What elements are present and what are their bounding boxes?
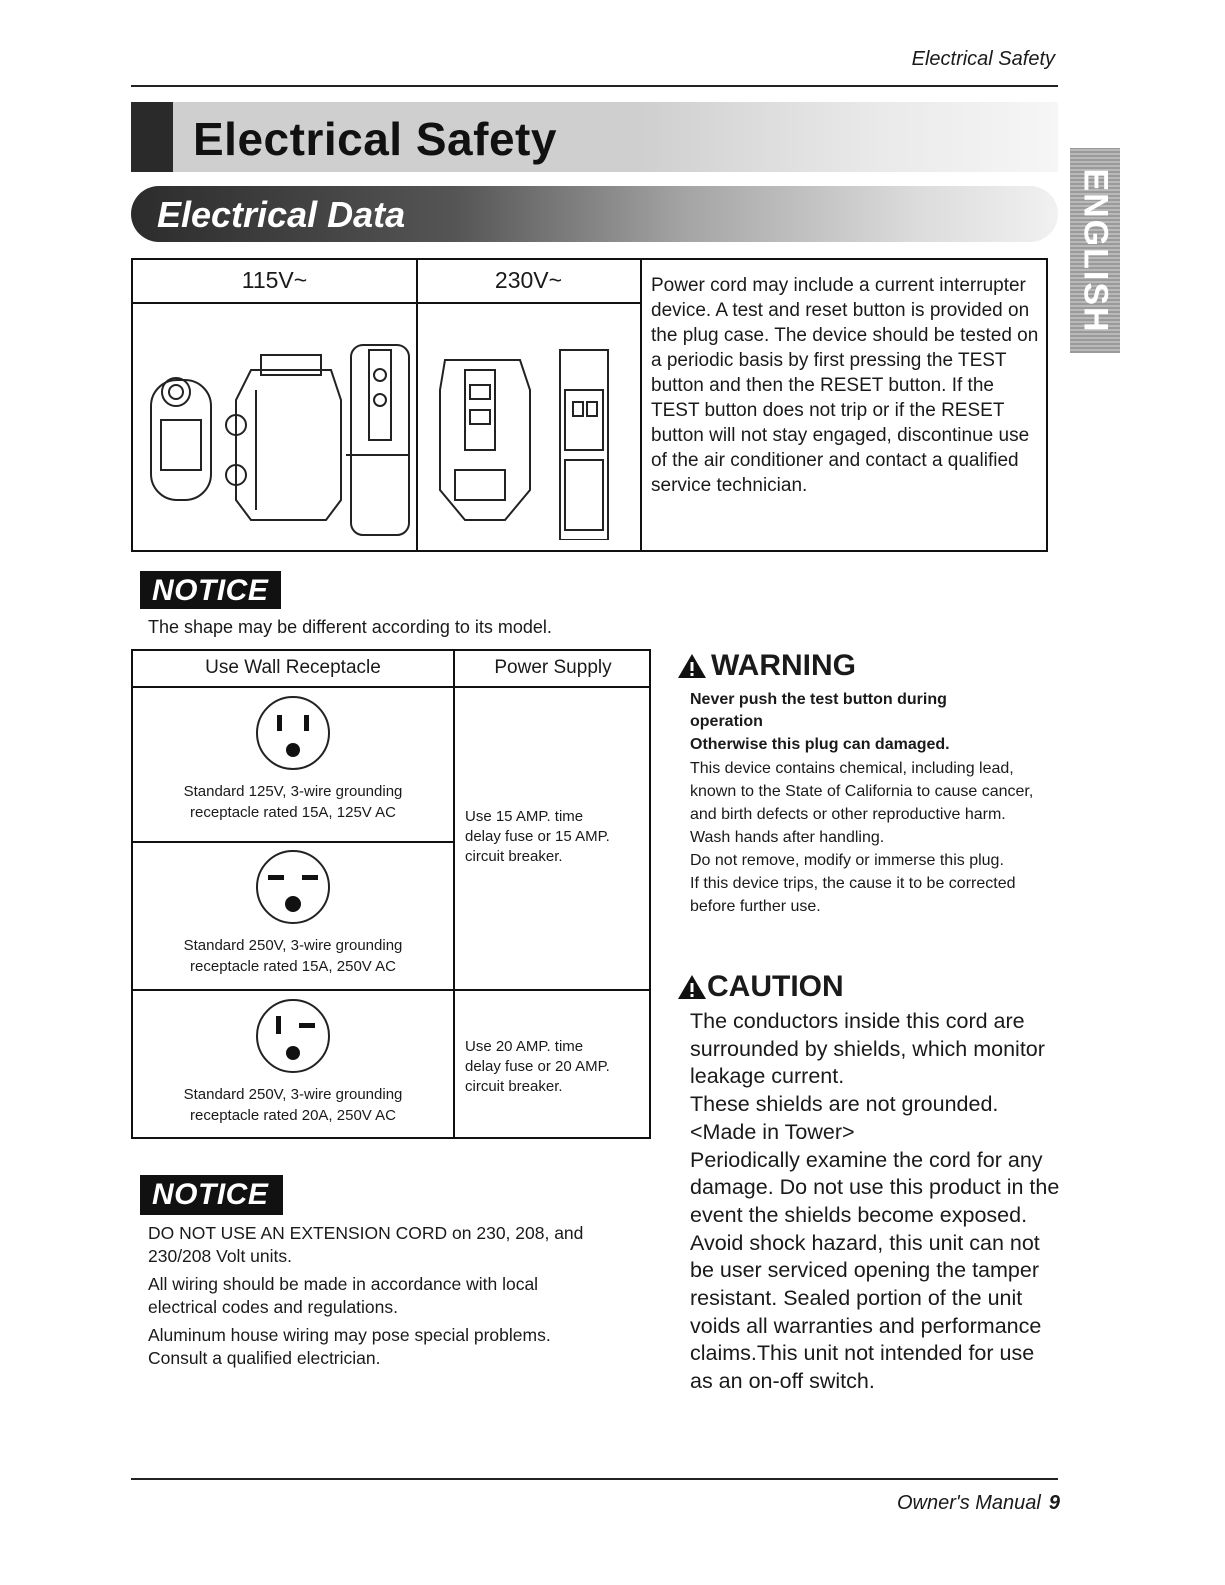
notice-badge: NOTICE <box>140 1175 283 1215</box>
gfci-description: Power cord may include a current interrupter device. A test and reset button is provided on the plug case. The device should be tested on a periodic basis by first pressing the TEST button and then the RESET button. If the TEST button does not trip or if the RESET button will not stay engaged, discontinue use of the air conditioner and contact a qualified service technician. <box>651 275 1039 496</box>
table-divider <box>133 686 649 688</box>
warning-body: This device contains chemical, including lead, known to the State of California to cause cancer, and birth defects or other reproductive harm. Wash hands after handling. Do not remove, modify or immerse this plug. If this device trips, the cause it to be corrected before further use. <box>690 760 1034 915</box>
subtitle-band <box>131 186 1058 242</box>
language-tab <box>1070 148 1120 353</box>
caution-triangle-icon <box>677 973 707 1001</box>
power-supply-15a: Use 15 AMP. time delay fuse or 15 AMP. circuit breaker. <box>465 808 610 865</box>
header-rule <box>131 85 1058 87</box>
title-mark <box>131 102 173 172</box>
notice-badge: NOTICE <box>140 571 281 609</box>
receptacle-3-label: Standard 250V, 3-wire grounding receptacle rated 20A, 250V AC <box>183 1086 403 1124</box>
table-divider <box>453 651 455 1137</box>
running-head: Electrical Safety <box>911 48 1055 70</box>
notice-text: The shape may be different according to its model. <box>148 617 552 637</box>
electrical-data-table <box>131 258 1048 552</box>
receptacle-table <box>131 649 651 1139</box>
warning-triangle-icon <box>677 652 707 680</box>
table-divider <box>640 260 642 550</box>
caution-heading: CAUTION <box>677 970 844 1004</box>
table-divider <box>416 260 418 550</box>
plug-230v-illustration <box>425 330 635 540</box>
warning-heading: WARNING <box>677 649 856 683</box>
footer-rule <box>131 1478 1058 1480</box>
column-wall-receptacle: Use Wall Receptacle <box>205 657 381 678</box>
table-divider <box>133 302 641 304</box>
power-supply-20a: Use 20 AMP. time delay fuse or 20 AMP. circuit breaker. <box>465 1038 610 1095</box>
receptacle-2-label: Standard 250V, 3-wire grounding receptacle rated 15A, 250V AC <box>183 937 403 975</box>
receptacle-250v-15a-icon <box>253 847 333 927</box>
section-title: Electrical Data <box>157 194 406 235</box>
caution-body: The conductors inside this cord are surrounded by shields, which monitor leakage current. These shields are not grounded. <Made in Tower> Periodically examine the cord for any damage. Do not use this product in the event the shields become exposed. Avoid shock hazard, this unit can not be user serviced opening the tamper resistant. Sealed portion of the unit voids all warranties and performance claims.This unit not intended for use as an on-off switch. <box>690 1009 1060 1394</box>
warning-bold-line: Never push the test button during <box>690 691 947 708</box>
table-divider <box>133 841 453 843</box>
receptacle-1-label: Standard 125V, 3-wire grounding receptacle rated 15A, 125V AC <box>183 783 403 821</box>
column-115v: 115V~ <box>241 267 308 293</box>
receptacle-125v-15a-icon <box>253 693 333 773</box>
warning-bold-line: operation <box>690 713 763 730</box>
table-divider <box>133 989 649 991</box>
column-power-supply: Power Supply <box>494 657 612 678</box>
plug-115v-illustration <box>141 330 413 540</box>
warning-bold-line: Otherwise this plug can damaged. <box>690 736 950 753</box>
page-title: Electrical Safety <box>193 113 557 165</box>
notice-text: DO NOT USE AN EXTENSION CORD on 230, 208, and 230/208 Volt units. All wiring should be made in accordance with local electrical codes and regulations. Aluminum house wiring may pose special problems. Consult a qualified electrician. <box>148 1223 584 1368</box>
receptacle-250v-20a-icon <box>253 996 333 1076</box>
language-tab-label: ENGLISH <box>1076 167 1115 334</box>
page-footer: Owner's Manual 9 <box>896 1492 1060 1514</box>
column-230v: 230V~ <box>494 267 563 293</box>
title-band <box>131 102 1058 172</box>
